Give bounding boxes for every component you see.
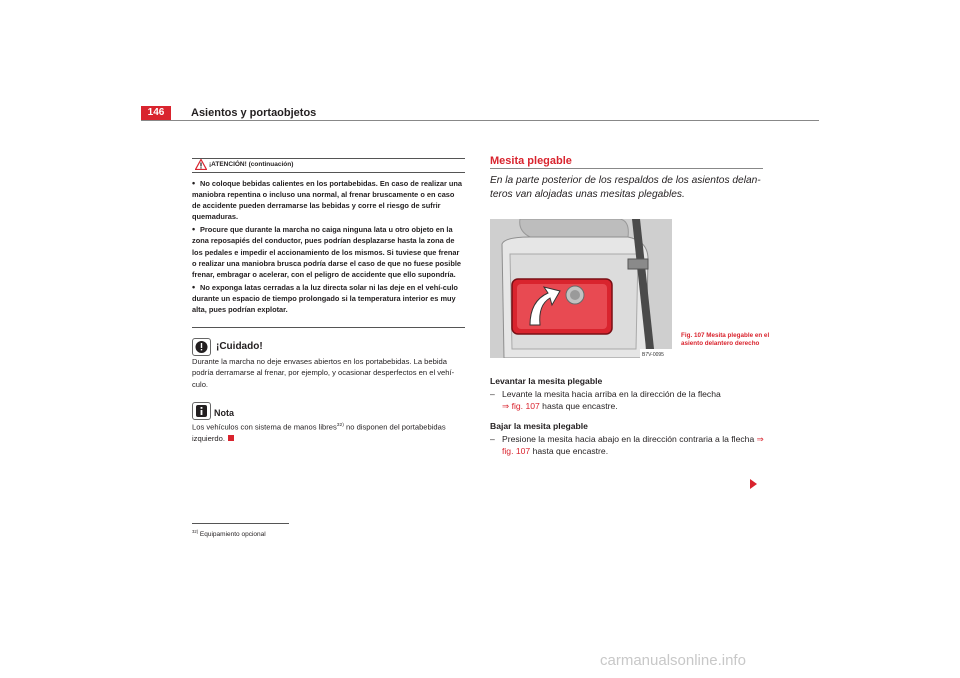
footnote: $^{32)}$ Equipamiento opcional xyxy=(192,529,266,539)
footnote-divider xyxy=(192,523,289,524)
next-page-arrow-icon xyxy=(750,479,757,489)
bullet-icon: • xyxy=(192,224,196,235)
lower-step: – Presione la mesita hacia abajo en la dirección contraria a la flecha ⇒ fig. 107 hasta que encastre. xyxy=(490,434,764,456)
bullet-icon: • xyxy=(192,281,196,292)
raise-step: – Levante la mesita hacia arriba en la dirección de la flecha ⇒ fig. 107 hasta que encastre. xyxy=(490,389,721,411)
note-title: Nota xyxy=(214,408,234,418)
caution-text: Durante la marcha no deje envases abiertos en los portabebidas. La bebida podría derramarse al frenar, por ejemplo, y ocasionar desperfectos en el vehí-culo. xyxy=(192,357,455,389)
caution-icon xyxy=(192,338,211,356)
page-number: 146 xyxy=(141,106,171,120)
figure-caption: Fig. 107 Mesita plegable en el asiento delantero derecho xyxy=(681,332,770,347)
raise-title: Levantar la mesita plegable xyxy=(490,376,603,386)
figure-link[interactable]: ⇒ fig. 107 xyxy=(502,401,540,411)
warning-item: • No exponga latas cerradas a la luz directa solar ni las deje en el vehí-culo durante un espacio de tiempo prolongado si la temperatura interior es muy alta, pues podrían explotar. xyxy=(192,281,458,315)
seat-table-figure xyxy=(490,219,672,358)
header-divider xyxy=(141,120,819,121)
warning-item: • Procure que durante la marcha no caiga ninguna lata u otro objeto en la zona reposapiés del conductor, pues podrían desplazarse hasta la zona de los pedales e impedir el accionamiento de los mismos. Si tuviese que frenar o realizar una maniobra brusca podría darse el caso de que no fuese posible frenar, embragar o acelerar, con el peligro de accidente que ello supondría. xyxy=(192,224,462,279)
info-icon xyxy=(192,402,211,420)
warning-item: • No coloque bebidas calientes en los portabebidas. En caso de realizar una maniobra repentina o incluso una normal, al frenar bruscamente o en caso de accidente pueden derramarse las bebidas y corre el riesgo de sufrir quemaduras. xyxy=(192,178,463,222)
bullet-icon: • xyxy=(192,178,196,188)
section-title: Mesita plegable xyxy=(490,155,572,167)
section-divider xyxy=(490,168,763,169)
footnote-ref: 32) xyxy=(336,423,344,428)
figure-code: B7V-0095 xyxy=(642,352,664,358)
page-title: Asientos y portaobjetos xyxy=(191,107,317,119)
caution-title: ¡Cuidado! xyxy=(216,341,263,352)
figure-link[interactable]: ⇒ fig. 107 xyxy=(502,434,764,456)
note-text: Los vehículos con sistema de manos libres$^{32)}$ no disponen del portabebidas izquierdo. xyxy=(192,422,446,443)
warning-list xyxy=(192,178,465,317)
lower-title: Bajar la mesita plegable xyxy=(490,421,588,431)
end-marker-icon xyxy=(228,435,234,441)
watermark: carmanualsonline.info xyxy=(600,652,746,669)
section-intro: En la parte posterior de los respaldos de los asientos delan-teros van alojadas unas mesitas plegables. xyxy=(490,175,761,200)
warning-heading: ¡ATENCIÓN! (continuación) xyxy=(209,161,294,168)
warning-triangle-icon xyxy=(195,159,207,170)
instructions xyxy=(490,376,770,457)
